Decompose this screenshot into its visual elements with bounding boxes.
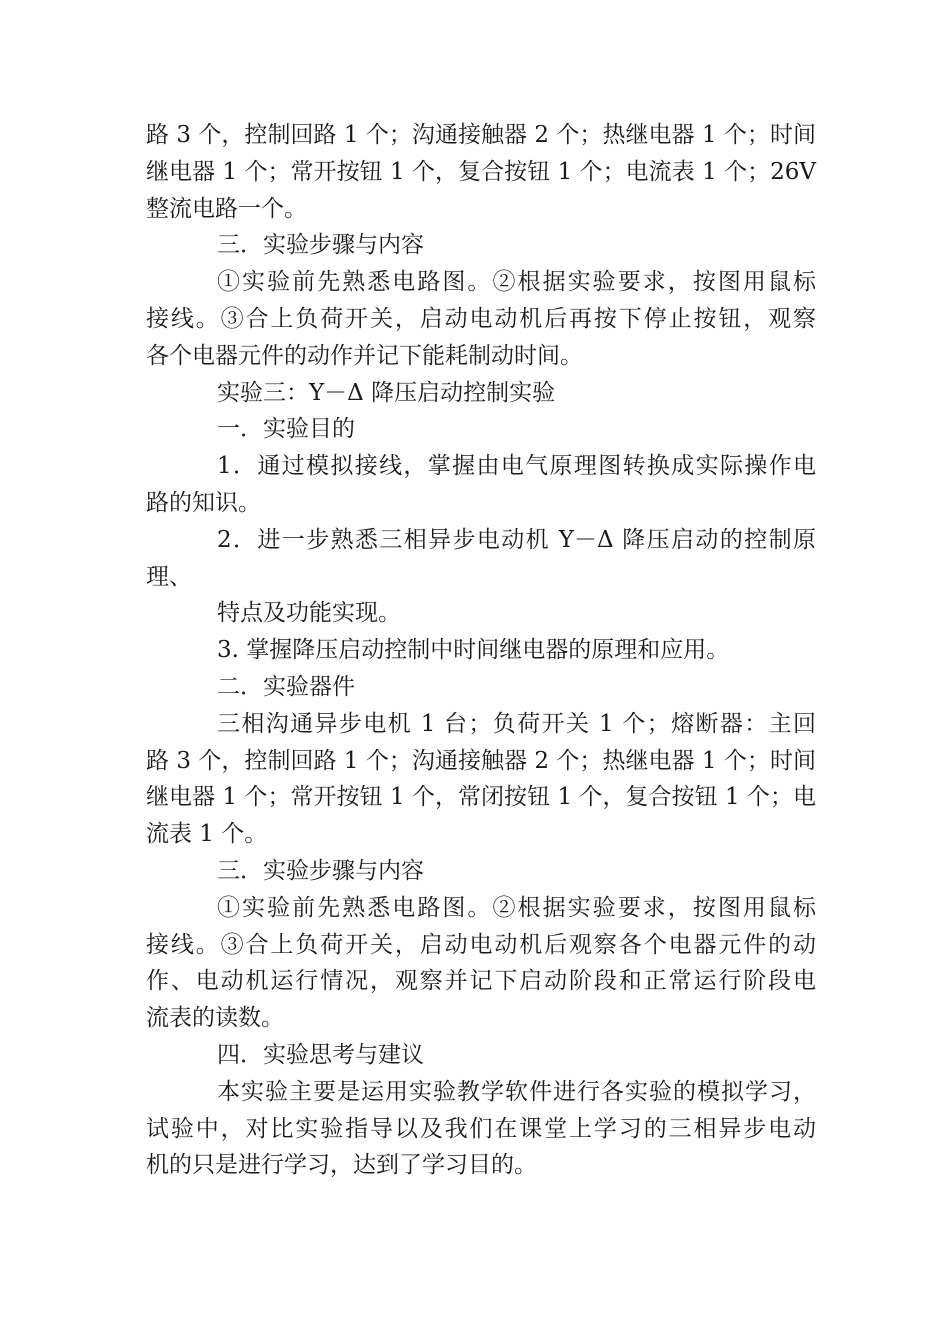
text-line: 三．实验步骤与内容: [217, 857, 424, 884]
text-line: 机的只是进行学习，达到了学习目的。: [146, 1152, 537, 1179]
text-line: ①实验前先熟悉电路图。②根据实验要求，按图用鼠标: [217, 269, 816, 296]
text-line: 继电器 1 个；常开按钮 1 个，复合按钮 1 个；电流表 1 个；26V: [146, 158, 816, 185]
text-line: 四．实验思考与建议: [217, 1041, 424, 1068]
text-line: 2．进一步熟悉三相异步电动机 Y－Δ 降压启动的控制原: [217, 526, 816, 553]
text-line: 二．实验器件: [217, 673, 355, 700]
text-line: 三相沟通异步电机 1 台；负荷开关 1 个；熔断器：主回: [217, 710, 816, 737]
text-line: 整流电路一个。: [146, 195, 307, 222]
text-line: 路 3 个，控制回路 1 个；沟通接触器 2 个；热继电器 1 个；时间: [146, 122, 816, 148]
text-line: 1．通过模拟接线，掌握由电气原理图转换成实际操作电: [217, 453, 816, 480]
text-line: 试验中，对比实验指导以及我们在课堂上学习的三相异步电动: [146, 1115, 816, 1142]
text-line: 实验三：Y－Δ 降压启动控制实验: [217, 379, 556, 406]
text-line: 理、: [146, 563, 192, 590]
text-line: 接线。③合上负荷开关，启动电动机后观察各个电器元件的动: [146, 931, 816, 958]
text-line: ①实验前先熟悉电路图。②根据实验要求，按图用鼠标: [217, 894, 816, 921]
text-line: 流表 1 个。: [146, 821, 268, 848]
text-line: 三．实验步骤与内容: [217, 232, 424, 259]
text-line: 路 3 个，控制回路 1 个；沟通接触器 2 个；热继电器 1 个；时间: [146, 747, 816, 774]
text-line: 3. 掌握降压启动控制中时间继电器的原理和应用。: [217, 637, 730, 664]
text-line: 流表的读数。: [146, 1005, 284, 1032]
text-line: 特点及功能实现。: [217, 600, 401, 627]
text-line: 各个电器元件的动作并记下能耗制动时间。: [146, 342, 583, 369]
text-line: 作、电动机运行情况，观察并记下启动阶段和正常运行阶段电: [146, 968, 816, 995]
text-line: 一．实验目的: [217, 416, 355, 443]
text-line: 路的知识。: [146, 489, 261, 516]
document-body: [146, 117, 816, 1184]
text-line: 本实验主要是运用实验教学软件进行各实验的模拟学习，: [217, 1078, 816, 1105]
text-line: 继电器 1 个；常开按钮 1 个，常闭按钮 1 个，复合按钮 1 个；电: [146, 784, 816, 811]
text-line: 接线。③合上负荷开关，启动电动机后再按下停止按钮，观察: [146, 305, 816, 332]
